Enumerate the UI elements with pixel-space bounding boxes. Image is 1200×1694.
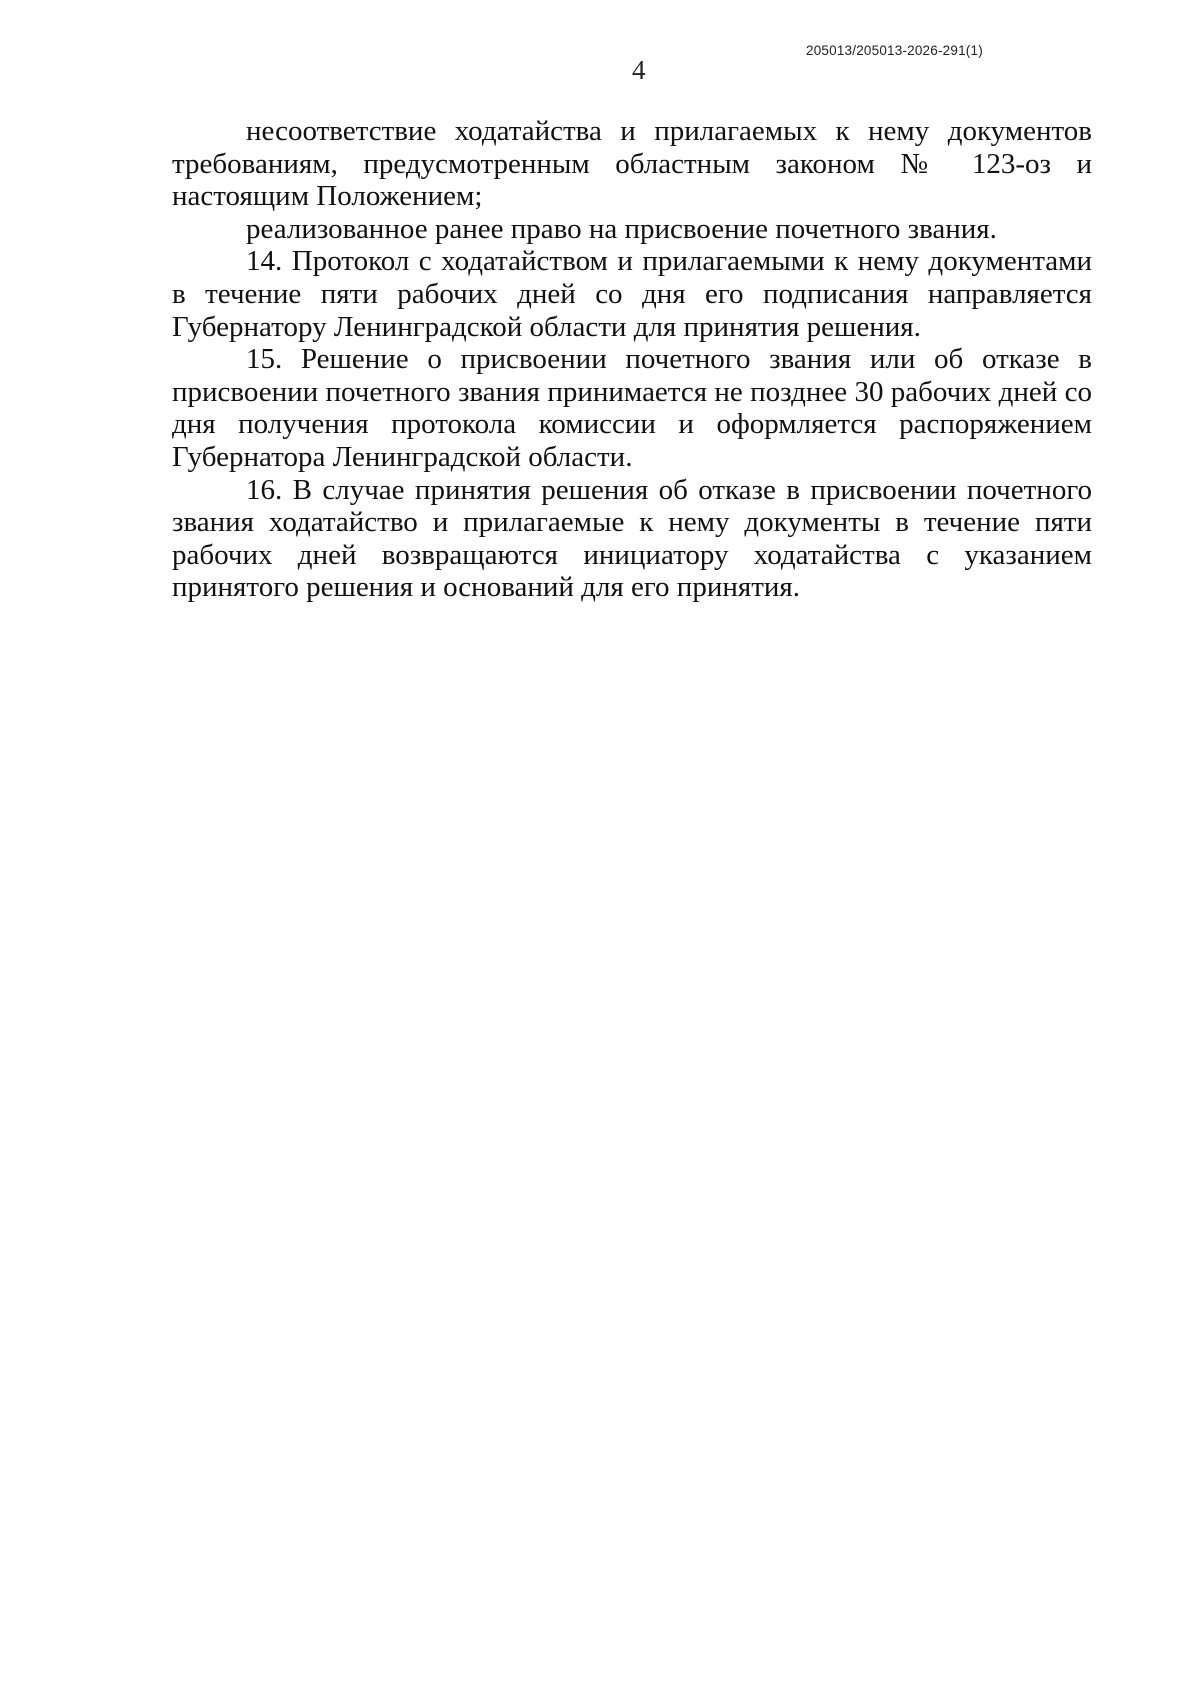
paragraph-item-14: 14. Протокол с ходатайством и прилагаемыми к нему документами в течение пяти рабочих дней со дня его подписания направляется Губернатору Ленинградской области для принятия решения. [172, 245, 1092, 343]
document-body [172, 115, 1092, 604]
page-number: 4 [632, 55, 646, 85]
paragraph-nonconformity: несоответствие ходатайства и прилагаемых к нему документов требованиям, предусмотренным областным законом № 123-оз и настоящим Положением; [172, 115, 1092, 213]
paragraph-item-16: 16. В случае принятия решения об отказе в присвоении почетного звания ходатайство и прилагаемые к нему документы в течение пяти рабочих дней возвращаются инициатору ходатайства с указанием принятого решения и оснований для его принятия. [172, 473, 1092, 604]
document-registration-code: 205013/205013-2026-291(1) [806, 43, 983, 58]
paragraph-item-15: 15. Решение о присвоении почетного звания или об отказе в присвоении почетного звания принимается не позднее 30 рабочих дней со дня получения протокола комиссии и оформляется распоряжением Губернатора Ленинградской области. [172, 343, 1092, 473]
paragraph-previous-right: реализованное ранее право на присвоение почетного звания. [246, 212, 997, 245]
